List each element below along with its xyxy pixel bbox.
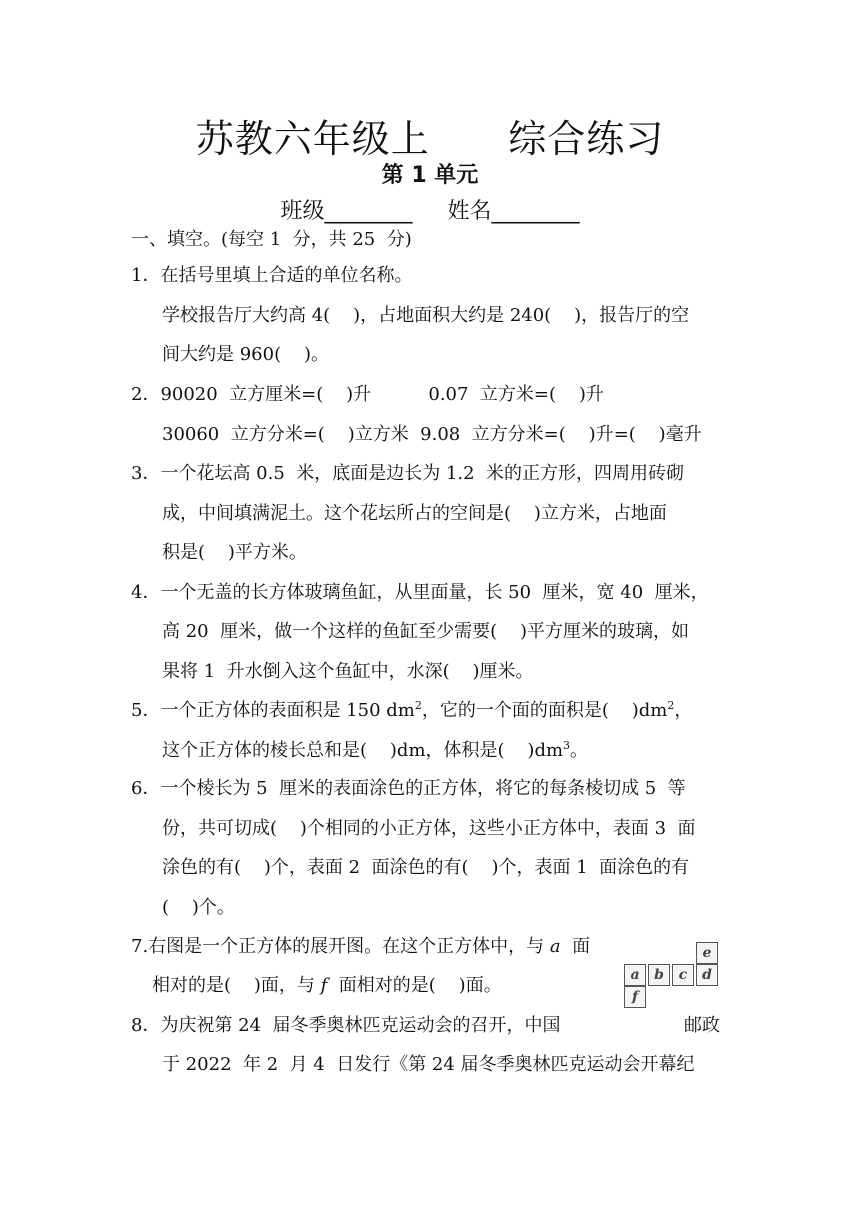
page-title: 苏教六年级上 综合练习 xyxy=(195,117,665,161)
q7-line-2-text-a: 相对的是( )面，与 xyxy=(152,975,321,996)
q1-line-3: 间大约是 960( )。 xyxy=(162,344,330,365)
q5-line-2-text-b: 。 xyxy=(570,740,589,761)
q8-line-1-b: 邮政 xyxy=(684,1015,720,1036)
q8-line-1-a: 8．为庆祝第 24 届冬季奥林匹克运动会的召开，中国 xyxy=(131,1015,561,1036)
q7-line-2-text-b: 面相对的是( )面。 xyxy=(327,975,502,996)
q5-line-1-text-a: 5．一个正方体的表面积是 150 dm xyxy=(131,700,415,721)
q5-line-1-text-c: ， xyxy=(674,700,693,721)
q6-line-4: ( )个。 xyxy=(162,897,235,918)
q7-line-1-text-b: 面 xyxy=(560,936,591,957)
q7-line-1 xyxy=(131,935,590,959)
q5-line-2 xyxy=(162,739,588,763)
q5-line-1 xyxy=(131,699,692,723)
q6-line-2: 份，共可切成( )个相同的小正方体，这些小正方体中，表面 3 面 xyxy=(162,818,696,839)
net-face-f: f xyxy=(624,986,646,1008)
net-face-e: e xyxy=(696,942,718,964)
net-face-d: d xyxy=(696,964,718,986)
q5-sup-2b: 2 xyxy=(667,699,675,712)
q7-var-a: a xyxy=(549,936,561,957)
q5-sup-3: 3 xyxy=(563,739,571,752)
q4-line-3: 果将 1 升水倒入这个鱼缸中，水深( )厘米。 xyxy=(162,661,534,682)
q2-line-1: 2．90020 立方厘米=( )升 0.07 立方米=( )升 xyxy=(131,384,604,405)
q8-line-2: 于 2022 年 2 月 4 日发行《第 24 届冬季奥林匹克运动会开幕纪 xyxy=(162,1054,695,1075)
q4-line-2: 高 20 厘米，做一个这样的鱼缸至少需要( )平方厘米的玻璃，如 xyxy=(162,621,689,642)
q2-line-2: 30060 立方分米=( )立方米 9.08 立方分米=( )升=( )毫升 xyxy=(162,424,702,445)
class-name-line: 班级________ 姓名________ xyxy=(280,199,580,224)
cube-net-figure xyxy=(624,940,718,1010)
q4-line-1: 4．一个无盖的长方体玻璃鱼缸，从里面量，长 50 厘米，宽 40 厘米， xyxy=(131,582,709,603)
q5-line-2-text-a: 这个正方体的棱长总和是( )dm，体积是( )dm xyxy=(162,740,564,761)
q6-line-3: 涂色的有( )个，表面 2 面涂色的有( )个，表面 1 面涂色的有 xyxy=(162,857,690,878)
net-face-b: b xyxy=(648,964,670,986)
q1-line-1: 1．在括号里填上合适的单位名称。 xyxy=(131,265,413,286)
q1-line-2: 学校报告厅大约高 4( )，占地面积大约是 240( )，报告厅的空 xyxy=(162,305,690,326)
section-heading: 一、填空。(每空 1 分，共 25 分) xyxy=(131,229,412,250)
q3-line-2: 成，中间填满泥土。这个花坛所占的空间是( )立方米，占地面 xyxy=(162,503,667,524)
q7-line-2 xyxy=(152,974,502,998)
net-face-c: c xyxy=(672,964,694,986)
q7-var-f: f xyxy=(320,975,328,996)
q5-sup-2a: 2 xyxy=(414,699,422,712)
net-face-a: a xyxy=(624,964,646,986)
q7-line-1-text-a: 7.右图是一个正方体的展开图。在这个正方体中，与 xyxy=(131,936,550,957)
q3-line-3: 积是( )平方米。 xyxy=(162,542,307,563)
q3-line-1: 3．一个花坛高 0.5 米，底面是边长为 1.2 米的正方形，四周用砖砌 xyxy=(131,463,685,484)
unit-subtitle: 第 1 单元 xyxy=(381,163,479,188)
q6-line-1: 6．一个棱长为 5 厘米的表面涂色的正方体，将它的每条棱切成 5 等 xyxy=(131,778,686,799)
q5-line-1-text-b: ，它的一个面的面积是( )dm xyxy=(421,700,668,721)
